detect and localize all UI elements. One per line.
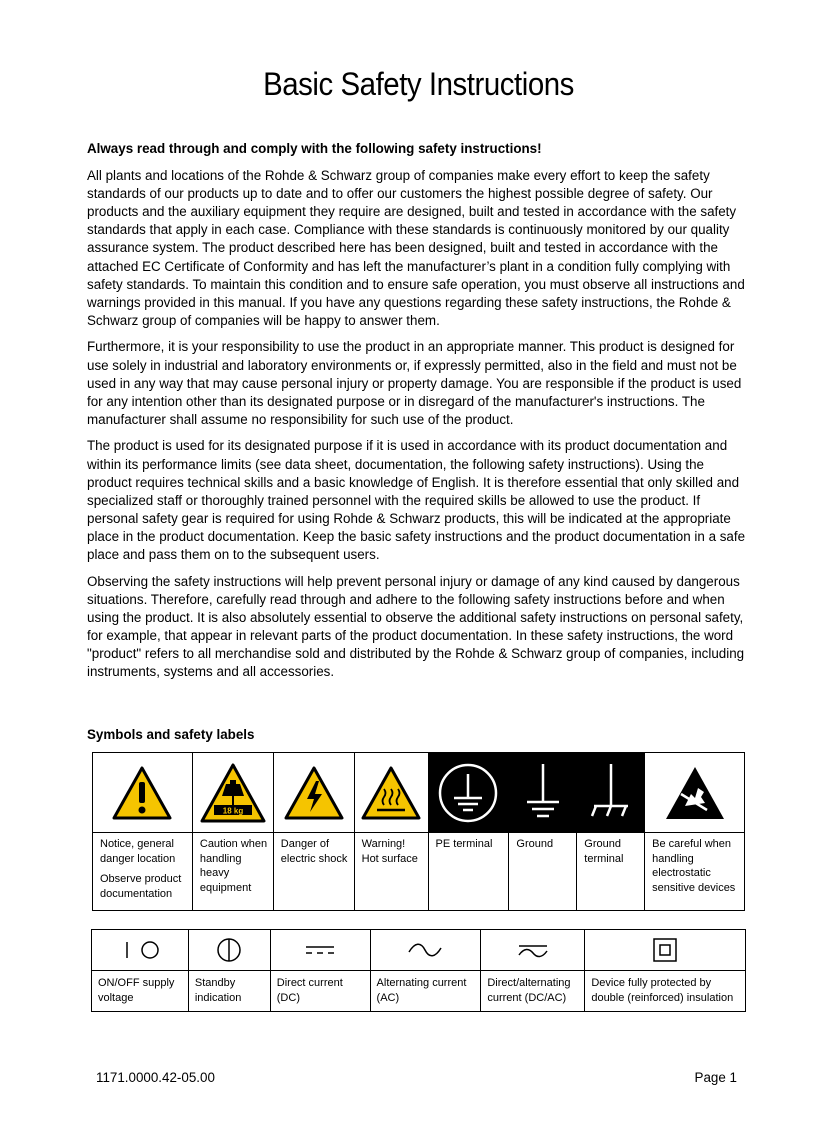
standby-icon: [214, 936, 244, 964]
label-text: Ground terminal: [584, 838, 624, 865]
esd-icon-cell: [645, 753, 745, 833]
double-insulation-icon-cell: [585, 930, 746, 971]
ground-icon-cell: [509, 753, 577, 833]
label-text: Danger of electric shock: [280, 838, 348, 865]
symbols-heading: Symbols and safety labels: [87, 727, 255, 742]
direct-current-icon: [302, 942, 338, 958]
paragraph: Observing the safety instructions will help prevent personal injury or damage of any kind caused by dangerous situations. Therefore, carefully read through and adhere to the following safety instructions before and when using the product. It is also absolutely essential to observe the additional safety instructions on personal safety, for example, that appear in relevant parts of the product documentation. In these safety instructions, the word "product" refers to all merchandise sold and distributed by the Rohde & Schwarz group of companies, including instruments, systems and all accessories.: [87, 573, 745, 680]
alternating-current-icon-cell: [370, 930, 481, 971]
label-pe-terminal: [428, 833, 509, 911]
electric-shock-icon: [283, 765, 345, 821]
esd-icon: [663, 764, 727, 822]
body-text: [87, 140, 749, 690]
label-electric-shock: [273, 833, 354, 911]
label-esd: [645, 833, 745, 911]
label-double-insulation: [585, 971, 746, 1012]
pe-terminal-icon-cell: [428, 753, 509, 833]
label-standby: [188, 971, 270, 1012]
label-alternating-current: [370, 971, 481, 1012]
standby-icon-cell: [188, 930, 270, 971]
label-on-off: [92, 971, 189, 1012]
label-ground: [509, 833, 577, 911]
label-text: Direct current (DC): [276, 977, 343, 1004]
label-text: Notice, general danger location: [100, 838, 176, 865]
hot-surface-icon-cell: [354, 753, 428, 833]
ground-icon: [518, 758, 568, 828]
pe-terminal-icon: [435, 760, 501, 826]
label-general-danger: [93, 833, 193, 911]
label-text: ON/OFF supply voltage: [98, 977, 175, 1004]
lead-sentence: Always read through and comply with the following safety instructions!: [87, 141, 542, 156]
paragraph: The product is used for its designated purpose if it is used in accordance with its product documentation and within its performance limits (see data sheet, documentation, the following safety instructions). Using the product requires technical skills and a basic knowledge of English. It is therefore essential that only skilled and specialized staff or thoroughly trained personnel with the required skills be allowed to use the product. If personal safety gear is required for using Rohde & Schwarz products, this will be indicated at the appropriate place in the product documentation. Keep the basic safety instructions and the product documentation in a safe place and pass them on to the subsequent users.: [87, 438, 746, 562]
ground-terminal-icon: [586, 758, 636, 828]
page-title: Basic Safety Instructions: [263, 66, 574, 102]
label-text: Ground: [516, 838, 554, 850]
label-ground-terminal: [577, 833, 645, 911]
safety-labels-table: [92, 752, 745, 911]
label-text: Device fully protected by double (reinforced) insulation: [591, 977, 734, 1004]
label-text: Alternating current (AC): [376, 977, 467, 1004]
heavy-weight-icon-cell: [192, 753, 273, 833]
double-insulation-icon: [652, 937, 678, 963]
paragraph: All plants and locations of the Rohde & Schwarz group of companies make every effort to keep the safety standards of our products up to date and to offer our customers the highest possible degree of safety. Our products and the auxiliary equipment they require are designed, built and tested in accordance with the safety standards that apply in each case. Compliance with these standards is continuously monitored by our quality assurance system. The product described here has been designed, built and tested in accordance with the attached EC Certificate of Conformity and has left the manufacturer’s plant in a condition fully complying with safety standards. To maintain this condition and to ensure safe operation, you must observe all instructions and warnings provided in this manual. If you have any questions regarding these safety instructions, the Rohde & Schwarz group of companies will be happy to answer them.: [87, 168, 745, 328]
label-text: Warning! Hot surface: [361, 838, 418, 865]
warning-icon-cell: [93, 753, 193, 833]
on-off-icon: [110, 938, 170, 962]
dc-ac-icon: [515, 941, 551, 959]
electrical-symbols-table: [91, 929, 746, 1012]
label-heavy-equipment: [192, 833, 273, 911]
label-text: Direct/alternating current (DC/AC): [487, 977, 571, 1004]
direct-current-icon-cell: [270, 930, 370, 971]
label-hot-surface: [354, 833, 428, 911]
dc-ac-icon-cell: [481, 930, 585, 971]
paragraph: Furthermore, it is your responsibility to use the product in an appropriate manner. This product is designed for use solely in industrial and laboratory environments or, if expressly permitted, also in the field and must not be used in any way that may cause personal injury or property damage. You are responsible if the product is used for any intention other than its designated purpose or in disregard of the manufacturer's instructions. The manufacturer shall assume no responsibility for such use of the product.: [87, 339, 742, 427]
warning-icon: [111, 765, 173, 821]
page-number: Page 1: [694, 1070, 737, 1085]
document-number: 1171.0000.42-05.00: [96, 1070, 215, 1085]
label-text: Caution when handling heavy equipment: [199, 838, 268, 894]
electric-shock-icon-cell: [273, 753, 354, 833]
weight-label: 18 kg: [222, 806, 244, 815]
label-dc-ac: [481, 971, 585, 1012]
label-text: Be careful when handling electrostatic sensitive devices: [652, 838, 736, 894]
label-text: PE terminal: [435, 838, 493, 850]
alternating-current-icon: [405, 942, 445, 958]
label-text: Standby indication: [194, 977, 242, 1004]
hot-surface-icon: [360, 765, 422, 821]
ground-terminal-icon-cell: [577, 753, 645, 833]
heavy-weight-icon: [200, 763, 266, 823]
label-direct-current: [270, 971, 370, 1012]
on-off-icon-cell: [92, 930, 189, 971]
label-text: Observe product documentation: [100, 873, 182, 900]
